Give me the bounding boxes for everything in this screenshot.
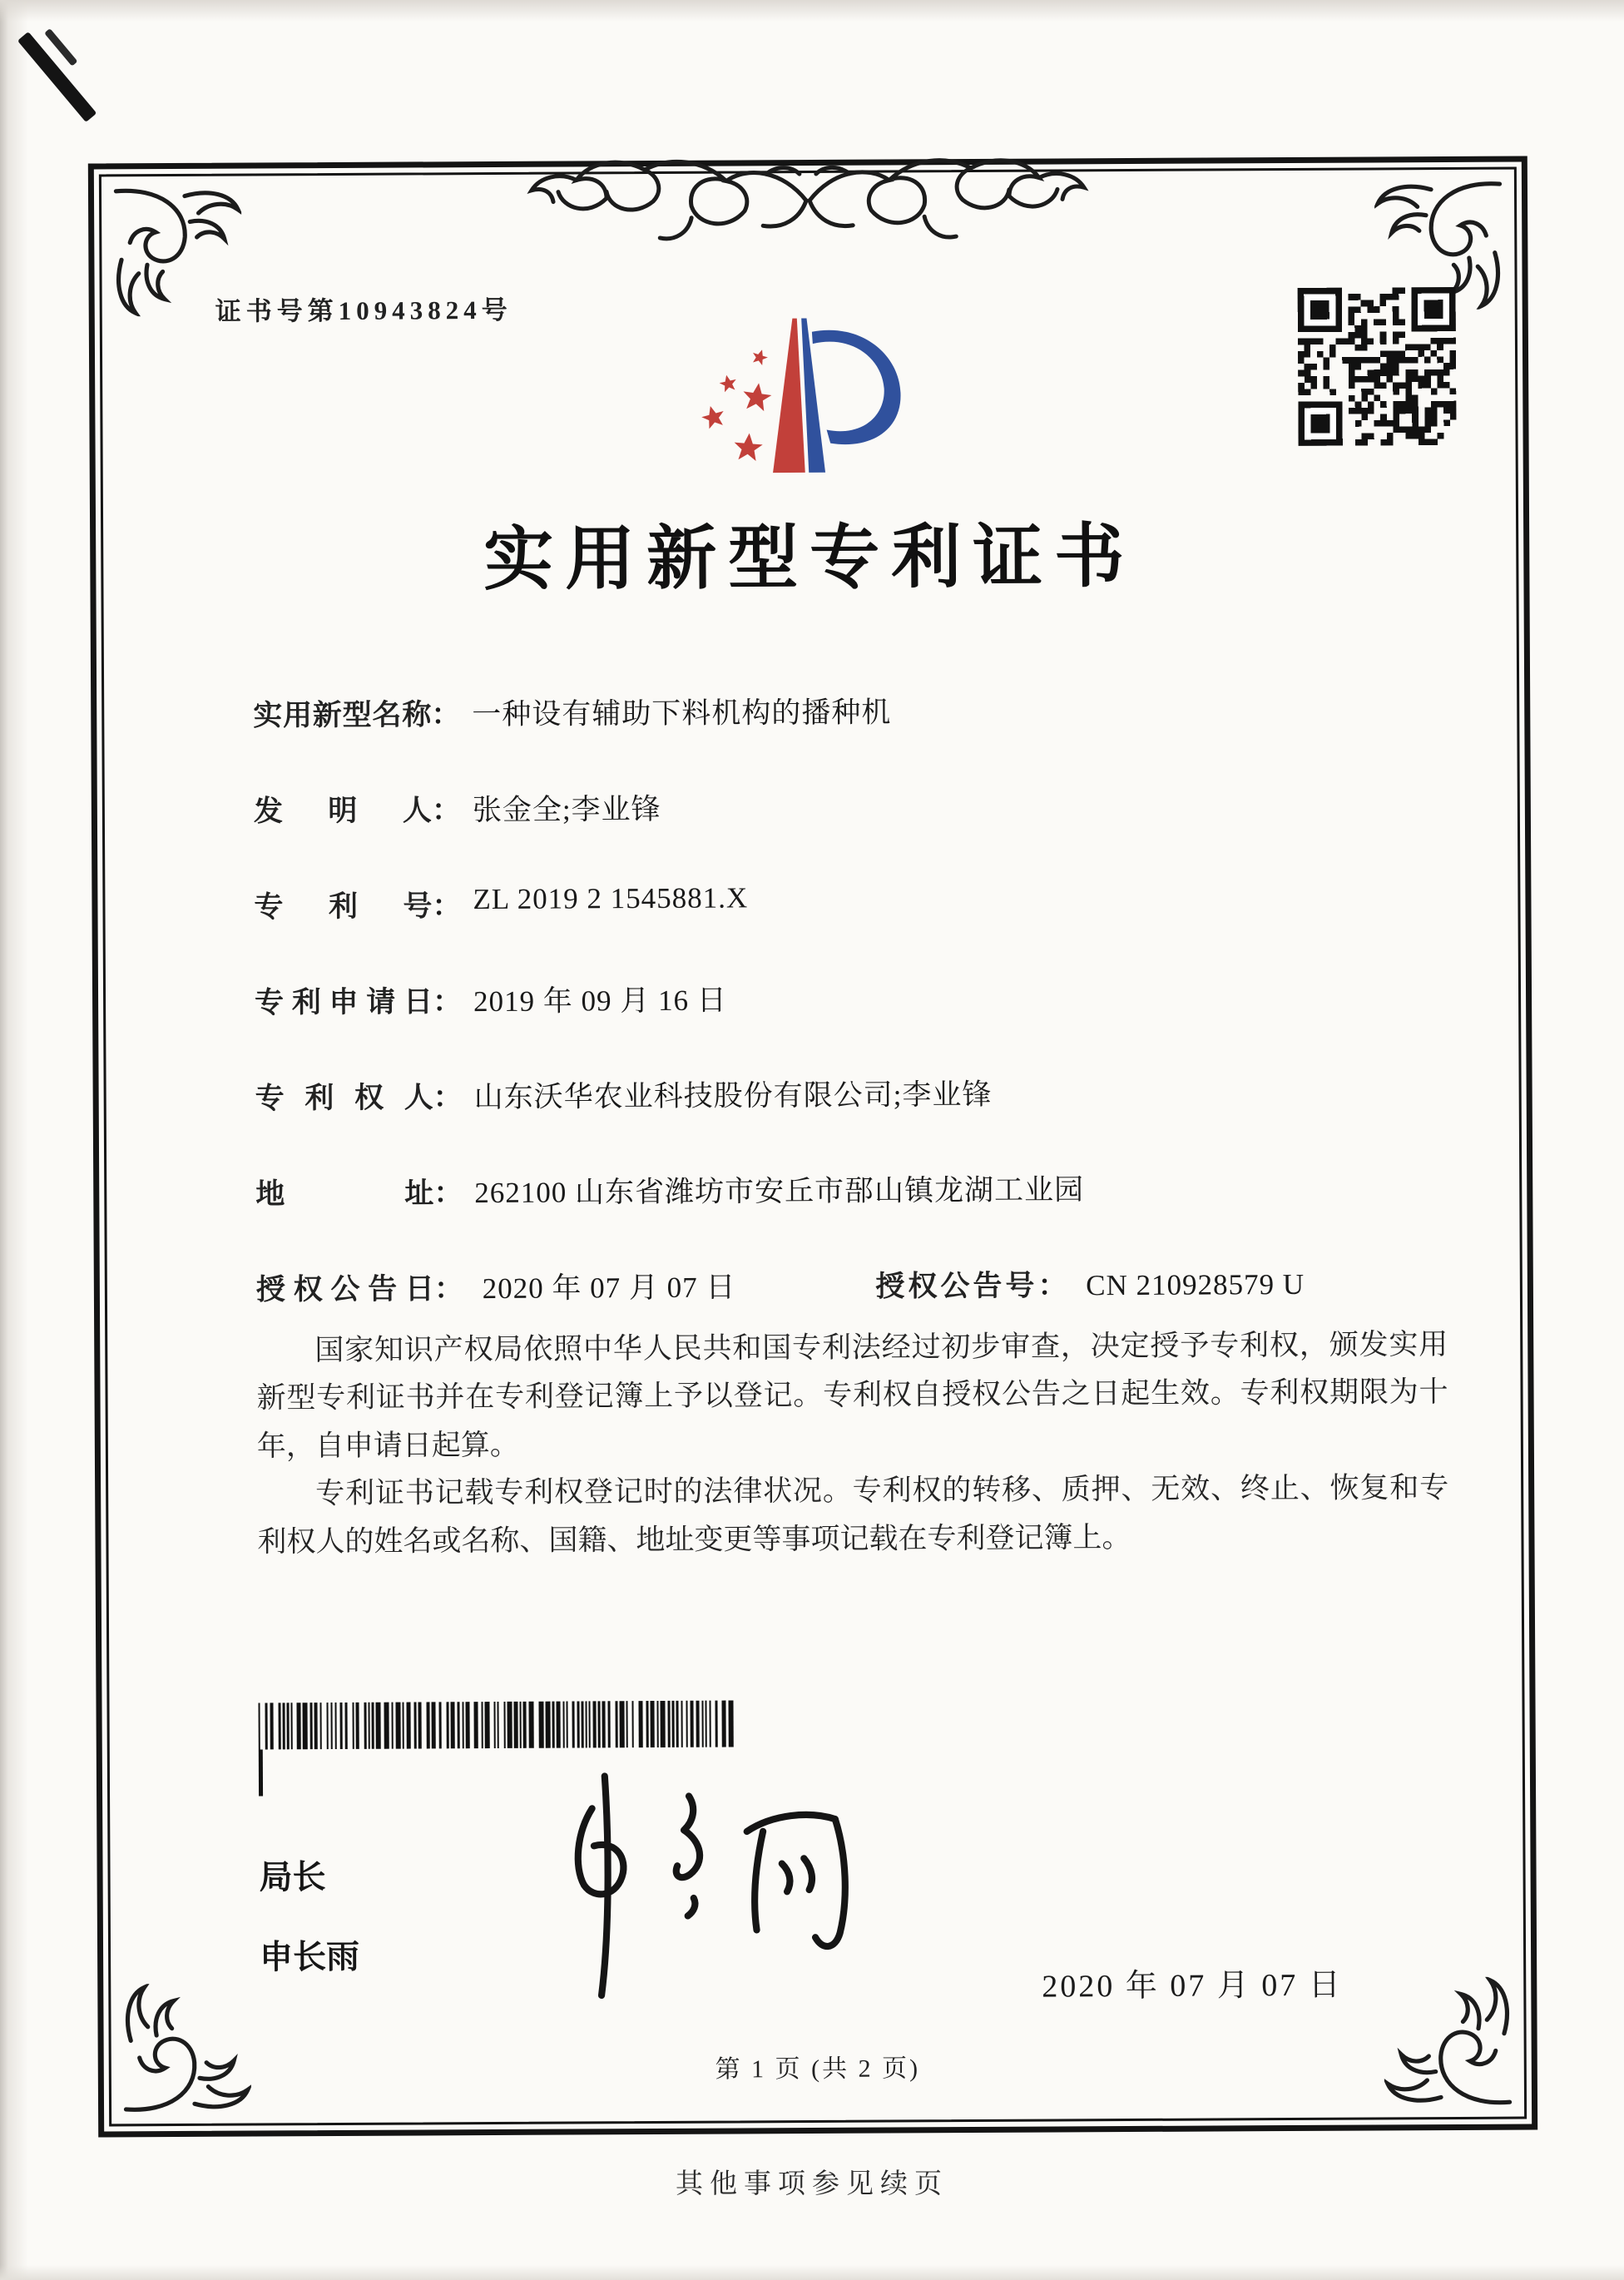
field-label: 专利申请日 — [254, 985, 433, 1019]
field-value: 2020 年 07 月 07 日 — [482, 1271, 736, 1306]
field-value: 2019 年 09 月 16 日 — [473, 984, 727, 1019]
continuation-note: 其他事项参见续页 — [676, 2169, 948, 2199]
legal-paragraph: 专利证书记载专利权登记时的法律状况。专利权的转移、质押、无效、终止、恢复和专利权人的姓名或名称、国籍、地址变更等事项记载在专利登记簿上。 — [257, 1471, 1449, 1559]
colon: ： — [431, 698, 461, 731]
grant-date-bottom: 2020 年 07 月 07 日 — [1042, 1967, 1343, 2005]
field-label: 授权公告号 — [875, 1269, 1038, 1303]
commissioner-name: 申长雨 — [259, 1938, 360, 1976]
field-row-patent-no — [254, 878, 1434, 979]
page-number: 第 1 页 (共 2 页) — [715, 2054, 921, 2084]
field-label: 实用新型名称 — [253, 698, 432, 732]
colon: ： — [433, 1272, 464, 1306]
field-value: 262100 山东省潍坊市安丘市郚山镇龙湖工业园 — [474, 1173, 1085, 1210]
field-value: 山东沃华农业科技股份有限公司;李业锋 — [473, 1078, 993, 1114]
field-row-patentee — [255, 1069, 1436, 1171]
field-row-address — [255, 1165, 1436, 1266]
cnipa-logo — [676, 270, 940, 517]
field-row-inventor — [254, 782, 1434, 884]
colon: ： — [432, 985, 463, 1019]
field-label: 专利号 — [254, 890, 433, 924]
scan-edge-shading — [0, 0, 1624, 22]
grant-date-group — [256, 1264, 736, 1308]
scan-edge-shading — [0, 2265, 1624, 2280]
field-label: 授权公告日 — [255, 1272, 434, 1306]
field-label: 发明人 — [253, 794, 432, 828]
field-value: ZL 2019 2 1545881.X — [473, 881, 749, 916]
colon: ： — [1037, 1269, 1067, 1302]
colon: ： — [432, 890, 462, 923]
field-list — [253, 686, 1436, 1362]
qr-code — [1298, 287, 1457, 446]
field-row-name — [253, 686, 1433, 788]
field-value: 张金全;李业锋 — [472, 792, 661, 827]
colon: ： — [433, 1177, 463, 1210]
field-value: CN 210928579 U — [1086, 1267, 1305, 1302]
floral-ornament-top — [517, 139, 1100, 271]
certificate-number: 证书号第10943824号 — [215, 295, 512, 326]
colon: ： — [433, 1081, 463, 1114]
certificate-border-frame — [88, 156, 1537, 2137]
logo-stars — [699, 347, 773, 462]
scan-edge-shading — [0, 0, 28, 2280]
commissioner-title: 局长 — [259, 1859, 326, 1896]
colon: ： — [431, 794, 461, 827]
legal-paragraph: 国家知识产权局依照中华人民共和国专利法经过初步审查，决定授予专利权，颁发实用新型专利证书并在专利登记簿上予以登记。专利权自授权公告之日起生效。专利权期限为十年，自申请日起算。 — [256, 1328, 1448, 1463]
handwritten-signature — [492, 1768, 893, 2012]
grant-number-group — [875, 1261, 1305, 1306]
field-label: 地址 — [255, 1177, 434, 1211]
certificate-title: 实用新型专利证书 — [483, 518, 1136, 600]
field-label: 专利权人 — [255, 1081, 433, 1115]
barcode — [258, 1700, 740, 1749]
legal-text — [256, 1321, 1448, 1565]
field-row-filing-date — [255, 974, 1435, 1075]
field-value: 一种设有辅助下料机构的播种机 — [472, 696, 892, 731]
